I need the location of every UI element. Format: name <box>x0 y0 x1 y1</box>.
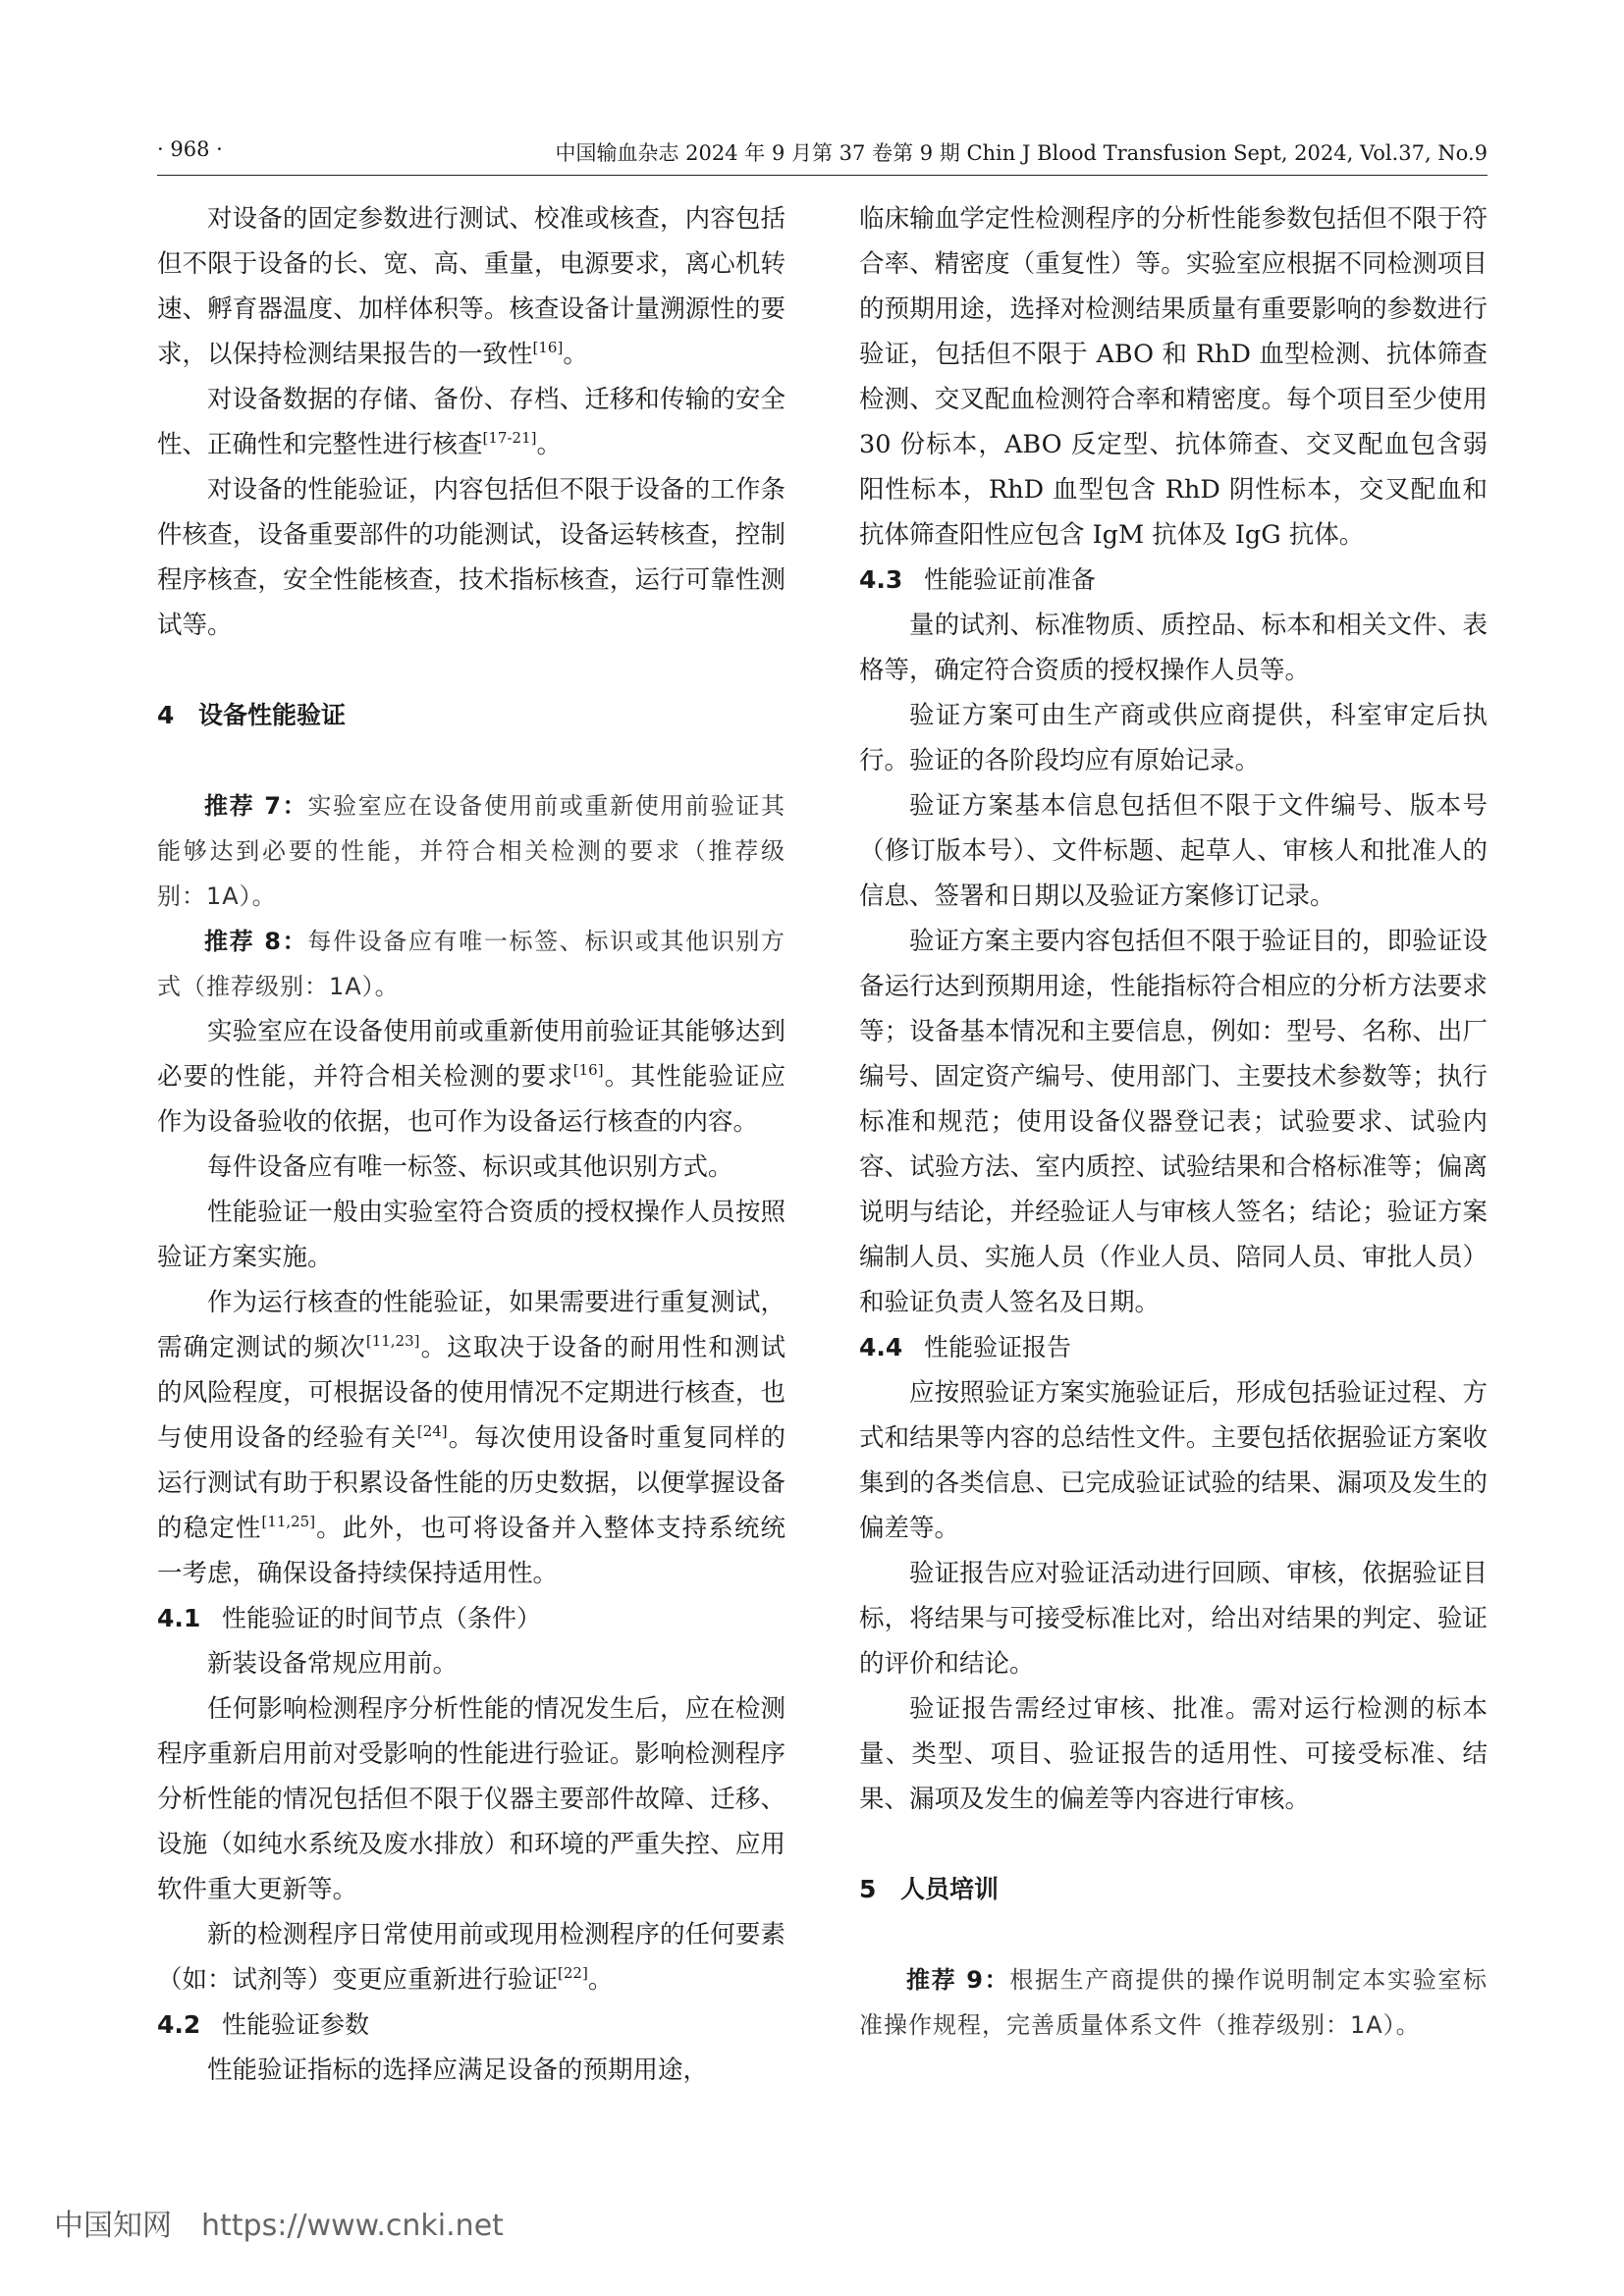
left-column <box>157 196 785 2093</box>
subsection-heading-4-3: 4.3 性能验证前准备 <box>859 565 1097 594</box>
header-rule <box>157 175 1488 176</box>
cnki-logo: 中国知网 <box>54 2209 172 2243</box>
paragraph: 任何影响检测程序分析性能的情况发生后，应在检测程序重新启用前对受影响的性能进行验证。影响检测程序分析性能的情况包括但不限于仪器主要部件故障、迁移、设施（如纯水系统及废水排放）和环境的严重失控、应用软件重大更新等。 <box>157 1694 785 1904</box>
citation[interactable]: [17-21] <box>482 429 537 447</box>
recommendation-8: 推荐 8：每件设备应有唯一标签、标识或其他识别方式（推荐级别：1A）。 <box>157 928 786 1000</box>
paragraph: 对设备的固定参数进行测试、校准或核查，内容包括但不限于设备的长、宽、高、重量，电源要求，离心机转速、孵育器温度、加样体积等。核查设备计量溯源性的要求，以保持检测结果报告的一致性[16]。 <box>157 204 785 369</box>
citation[interactable]: [11,25] <box>261 1513 316 1530</box>
paragraph: 性能验证一般由实验室符合资质的授权操作人员按照验证方案实施。 <box>157 1198 785 1272</box>
page-footer <box>54 2201 504 2244</box>
paragraph: 每件设备应有唯一标签、标识或其他识别方式。 <box>207 1152 733 1182</box>
paragraph: 性能验证指标的选择应满足设备的预期用途， <box>207 2056 709 2085</box>
paragraph: 新的检测程序日常使用前或现用检测程序的任何要素（如：试剂等）变更应重新进行验证[22]。 <box>157 1920 785 1995</box>
paragraph: 对设备数据的存储、备份、存档、迁移和传输的安全性、正确性和完整性进行核查[17-21]。 <box>157 385 785 459</box>
subsection-heading-4-1: 4.1 性能验证的时间节点（条件） <box>157 1604 542 1632</box>
section-heading-4: 4 设备性能验证 <box>157 701 347 729</box>
journal-running-head: 中国输血杂志 2024 年 9 月第 37 卷第 9 期 Chin J Blood Transfusion Sept, 2024, Vol.37, No.9 <box>555 141 1488 165</box>
subsection-heading-4-4: 4.4 性能验证报告 <box>859 1333 1072 1362</box>
citation[interactable]: [11,23] <box>365 1332 420 1350</box>
section-heading-5: 5 人员培训 <box>859 1875 1000 1903</box>
paragraph: 验证报告应对验证活动进行回顾、审核，依据验证目标，将结果与可接受标准比对，给出对结果的判定、验证的评价和结论。 <box>859 1559 1488 1679</box>
subsection-heading-4-2: 4.2 性能验证参数 <box>157 2010 370 2039</box>
page-header <box>157 137 1488 177</box>
recommendation-7: 推荐 7：实验室应在设备使用前或重新使用前验证其能够达到必要的性能，并符合相关检测的要求（推荐级别：1A）。 <box>157 792 786 910</box>
citation[interactable]: [22] <box>558 1964 588 1982</box>
paragraph: 应按照验证方案实施验证后，形成包括验证过程、方式和结果等内容的总结性文件。主要包括依据验证方案收集到的各类信息、已完成验证试验的结果、漏项及发生的偏差等。 <box>859 1378 1488 1543</box>
paragraph: 对设备的性能验证，内容包括但不限于设备的工作条件核查，设备重要部件的功能测试，设备运转核查，控制程序核查，安全性能核查，技术指标核查，运行可靠性测试等。 <box>157 475 785 640</box>
paragraph: 验证方案基本信息包括但不限于文件编号、版本号（修订版本号）、文件标题、起草人、审核人和批准人的信息、签署和日期以及验证方案修订记录。 <box>859 791 1488 911</box>
right-column <box>859 196 1488 2048</box>
paragraph: 新装设备常规应用前。 <box>207 1649 459 1679</box>
paragraph: 验证报告需经过审核、批准。需对运行检测的标本量、类型、项目、验证报告的适用性、可接受标准、结果、漏项及发生的偏差等内容进行审核。 <box>859 1694 1488 1814</box>
paragraph: 验证方案主要内容包括但不限于验证目的，即验证设备运行达到预期用途，性能指标符合相应的分析方法要求等；设备基本情况和主要信息，例如：型号、名称、出厂编号、固定资产编号、使用部门、主要技术参数等；执行标准和规范；使用设备仪器登记表；试验要求、试验内容、试验方法、室内质控、试验结果和合格标准等；偏离说明与结论，并经验证人与审核人签名；结论；验证方案编制人员、实施人员（作业人员、陪同人员、审批人员）和验证负责人签名及日期。 <box>859 927 1488 1317</box>
page-number: · 968 · <box>157 137 223 161</box>
citation[interactable]: [24] <box>416 1422 448 1440</box>
citation[interactable]: [16] <box>572 1061 604 1079</box>
citation[interactable]: [16] <box>532 339 564 356</box>
paragraph: 验证方案可由生产商或供应商提供，科室审定后执行。验证的各阶段均应有原始记录。 <box>859 701 1488 775</box>
paragraph: 实验室应在设备使用前或重新使用前验证其能够达到必要的性能，并符合相关检测的要求[16]。其性能验证应作为设备验收的依据，也可作为设备运行核查的内容。 <box>157 1017 785 1137</box>
paragraph: 作为运行核查的性能验证，如果需要进行重复测试，需确定测试的频次[11,23]。这取决于设备的耐用性和测试的风险程度，可根据设备的使用情况不定期进行核查，也与使用设备的经验有关[24]。每次使用设备时重复同样的运行测试有助于积累设备性能的历史数据，以便掌握设备的稳定性[11,25]。此外，也可将设备并入整体支持系统统一考虑，确保设备持续保持适用性。 <box>157 1288 785 1588</box>
recommendation-9: 推荐 9：根据生产商提供的操作说明制定本实验室标准操作规程，完善质量体系文件（推荐级别：1A）。 <box>859 1966 1489 2039</box>
paragraph: 临床输血学定性检测程序的分析性能参数包括但不限于符合率、精密度（重复性）等。实验室应根据不同检测项目的预期用途，选择对检测结果质量有重要影响的参数进行验证，包括但不限于 ABO 和 RhD 血型检测、抗体筛查检测、交叉配血检测符合率和精密度。每个项目至少使用 30 份标本，ABO 反定型、抗体筛查、交叉配血包含弱阳性标本，RhD 血型包含 RhD 阴性标本，交叉配血和抗体筛查阳性应包含 IgM 抗体及 IgG 抗体。 <box>859 204 1488 550</box>
cnki-url-link[interactable]: https://www.cnki.net <box>201 2209 504 2243</box>
paragraph: 量的试剂、标准物质、质控品、标本和相关文件、表格等，确定符合资质的授权操作人员等。 <box>859 611 1488 685</box>
